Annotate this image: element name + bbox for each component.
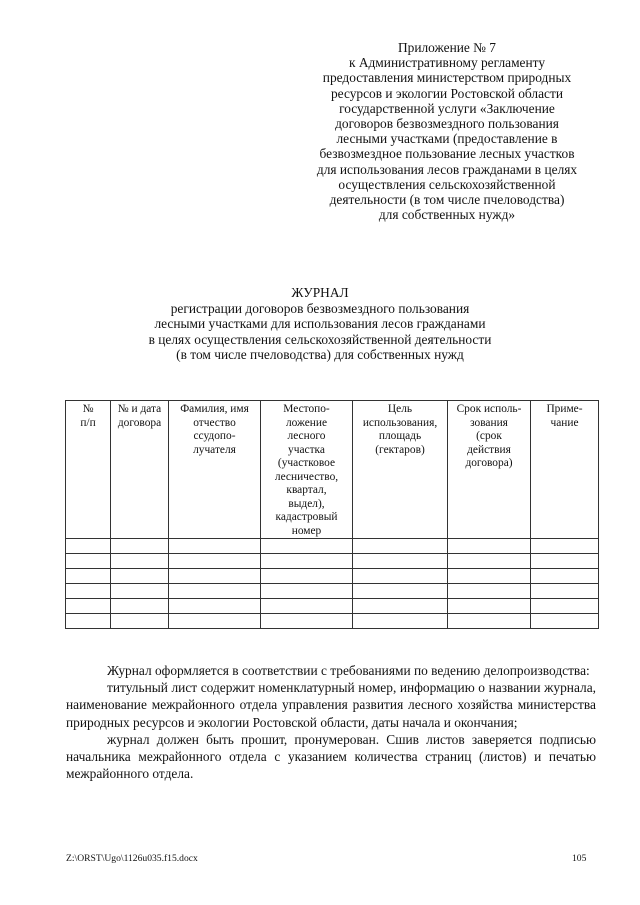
table-cell — [353, 584, 448, 599]
appendix-line: к Административному регламенту — [348, 55, 546, 71]
column-header-line: Фамилия, имя — [180, 403, 249, 415]
table-row — [66, 614, 599, 629]
column-header — [448, 401, 531, 539]
table-cell — [111, 599, 169, 614]
table-cell — [169, 554, 261, 569]
table-cell — [448, 599, 531, 614]
column-header — [261, 401, 353, 539]
table-cell — [261, 599, 353, 614]
table-cell — [66, 584, 111, 599]
table-cell — [531, 614, 599, 629]
appendix-line: договоров безвозмездного пользования — [335, 116, 559, 132]
appendix-line: безвозмездное пользование лесных участков — [319, 146, 575, 162]
table-cell — [261, 569, 353, 584]
column-header-line: (участковое — [277, 457, 336, 469]
table-cell — [111, 569, 169, 584]
column-header-line: лучателя — [193, 443, 236, 456]
body-text — [66, 662, 596, 782]
appendix-line: для использования лесов гражданами в целях — [316, 161, 578, 177]
table-cell — [353, 599, 448, 614]
journal-subtitle-line: регистрации договоров безвозмездного пользования — [170, 300, 470, 316]
table-cell — [66, 599, 111, 614]
footer-file-path: Z:\ORST\Ugo\1126u035.f15.docx — [66, 853, 198, 864]
column-header-line: договора — [117, 416, 162, 429]
table-cell — [353, 569, 448, 584]
journal-heading — [100, 285, 540, 363]
table-cell — [169, 584, 261, 599]
appendix-line: предоставления министерством природных — [322, 70, 572, 86]
table-cell — [448, 584, 531, 599]
column-header-line: лесничество, — [274, 470, 339, 483]
column-header-line: площадь — [378, 430, 422, 442]
table-cell — [531, 599, 599, 614]
table-cell — [169, 539, 261, 554]
table-row — [66, 539, 599, 554]
column-header-line: ссудопо- — [193, 430, 236, 442]
journal-subtitle-line: (в том числе пчеловодства) для собственных нужд — [176, 347, 464, 363]
column-header-line: ложение — [285, 416, 328, 429]
table-cell — [353, 614, 448, 629]
column-header-line: квартал, — [286, 484, 327, 496]
table-cell — [66, 554, 111, 569]
table-cell — [66, 614, 111, 629]
column-header-line: действия — [467, 443, 511, 456]
table-row — [66, 584, 599, 599]
column-header-line: Приме- — [546, 403, 583, 415]
registration-table — [65, 400, 599, 629]
appendix-line: государственной услуги «Заключение — [339, 100, 555, 116]
journal-title: ЖУРНАЛ — [291, 285, 349, 300]
column-header — [66, 401, 111, 539]
appendix-line: осуществления сельскохозяйственной — [338, 176, 556, 192]
column-header-line: чание — [550, 416, 579, 429]
column-header-line: кадастровый — [275, 511, 338, 523]
table-row — [66, 554, 599, 569]
table-cell — [448, 539, 531, 554]
table-cell — [448, 569, 531, 584]
page-number: 105 — [572, 853, 587, 864]
appendix-line: ресурсов и экологии Ростовской области — [330, 85, 564, 101]
journal-subtitle-line: в целях осуществления сельскохозяйственной деятельности — [148, 331, 492, 347]
appendix-line: лесными участками (предоставление в — [336, 131, 558, 147]
table-cell — [111, 554, 169, 569]
table-body — [66, 539, 599, 629]
table-cell — [169, 614, 261, 629]
table-cell — [111, 614, 169, 629]
table-cell — [66, 539, 111, 554]
appendix-block — [292, 40, 602, 222]
table-cell — [531, 539, 599, 554]
table-cell — [448, 614, 531, 629]
appendix-line: Приложение № 7 — [397, 40, 497, 55]
table-cell — [111, 539, 169, 554]
body-paragraph: журнал должен быть прошит, пронумерован. Сшив листов заверяется подписью начальника межрайонного отдела с указанием количества страниц (листов) и печатью межрайонного отдела. — [66, 731, 596, 782]
column-header-line: зования — [470, 416, 508, 429]
table-cell — [261, 554, 353, 569]
column-header-line: Срок исполь- — [456, 403, 522, 415]
table-cell — [531, 584, 599, 599]
table-cell — [66, 569, 111, 584]
column-header — [111, 401, 169, 539]
column-header — [531, 401, 599, 539]
table-cell — [169, 569, 261, 584]
body-paragraph: Журнал оформляется в соответствии с требованиями по ведению делопроизводства: — [107, 663, 590, 678]
column-header-line: участка — [288, 443, 325, 456]
column-header-line: п/п — [80, 416, 96, 429]
table-cell — [111, 584, 169, 599]
column-header-line: № — [82, 403, 94, 415]
table-cell — [531, 569, 599, 584]
appendix-line: деятельности (в том числе пчеловодства) — [329, 192, 565, 208]
table-cell — [531, 554, 599, 569]
column-header-line: Местопо- — [283, 403, 330, 415]
table-cell — [169, 599, 261, 614]
column-header-line: (срок — [476, 430, 502, 442]
table-cell — [353, 554, 448, 569]
column-header-line: (гектаров) — [375, 443, 425, 456]
column-header-line: № и дата — [117, 403, 162, 415]
table-row — [66, 569, 599, 584]
table-cell — [261, 584, 353, 599]
column-header-line: отчество — [193, 416, 236, 429]
column-header — [353, 401, 448, 539]
column-header-line: Цель — [387, 403, 413, 415]
table-cell — [261, 539, 353, 554]
column-header-line: договора) — [465, 457, 513, 469]
table-row — [66, 599, 599, 614]
column-header — [169, 401, 261, 539]
column-header-line: номер — [291, 524, 322, 537]
journal-subtitle-line: лесными участками для использования лесов гражданами — [154, 316, 486, 332]
column-header-line: лесного — [287, 430, 326, 442]
table-cell — [261, 614, 353, 629]
table-header-row — [66, 401, 599, 539]
appendix-line: для собственных нужд» — [378, 207, 516, 223]
table-cell — [353, 539, 448, 554]
body-paragraph: титульный лист содержит номенклатурный номер, информацию о названии журнала, наименование межрайонного отдела управления развития лесного хозяйства министерства природных ресурсов и экологии Ростовской области, даты начала и окончания; — [66, 680, 596, 730]
column-header-line: использования, — [362, 416, 438, 429]
column-header-line: выдел), — [288, 497, 325, 510]
table-cell — [448, 554, 531, 569]
